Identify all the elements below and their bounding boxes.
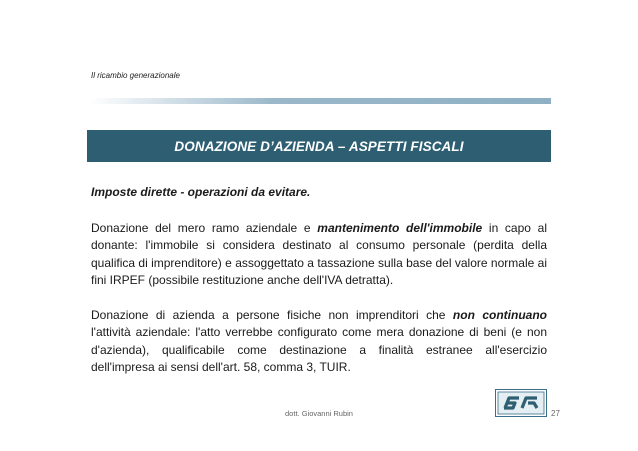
paragraph-text: Donazione di azienda a persone fisiche non imprenditori che <box>91 307 453 322</box>
paragraph-non-imprenditori <box>91 307 547 377</box>
slide-title: DONAZIONE D’AZIENDA – ASPETTI FISCALI <box>174 138 464 154</box>
footer-author: dott. Giovanni Rubin <box>285 409 353 418</box>
page-number: 27 <box>551 409 560 418</box>
slide-content <box>91 184 547 394</box>
paragraph-emphasis: non continuano <box>452 307 548 322</box>
gr-logo-icon <box>495 389 547 417</box>
slide-subtitle: Imposte dirette - operazioni da evitare. <box>91 185 311 199</box>
paragraph-text: Donazione del mero ramo aziendale e <box>91 220 318 235</box>
section-label: Il ricambio generazionale <box>91 71 180 80</box>
paragraph-text: l'attività aziendale: l'atto verrebbe configurato come mera donazione di beni (e non d'azienda), qualificabile come destinazione a finalità estranee all'esercizio dell'impresa ai sensi dell'art. 58, comma 3, TUIR. <box>91 325 547 374</box>
paragraph-text: in capo al donante: l'immobile si considera destinato al consumo personale (perdita della qualifica di imprenditore) e assoggettato a tassazione sulla base del valore normale ai fini IRPEF (possibile restituzione anche dell'IVA detratta). <box>91 220 547 287</box>
paragraph-immobile <box>91 220 547 290</box>
title-banner <box>87 130 551 162</box>
paragraph-emphasis: mantenimento dell'immobile <box>317 220 483 235</box>
header-divider <box>89 98 551 104</box>
